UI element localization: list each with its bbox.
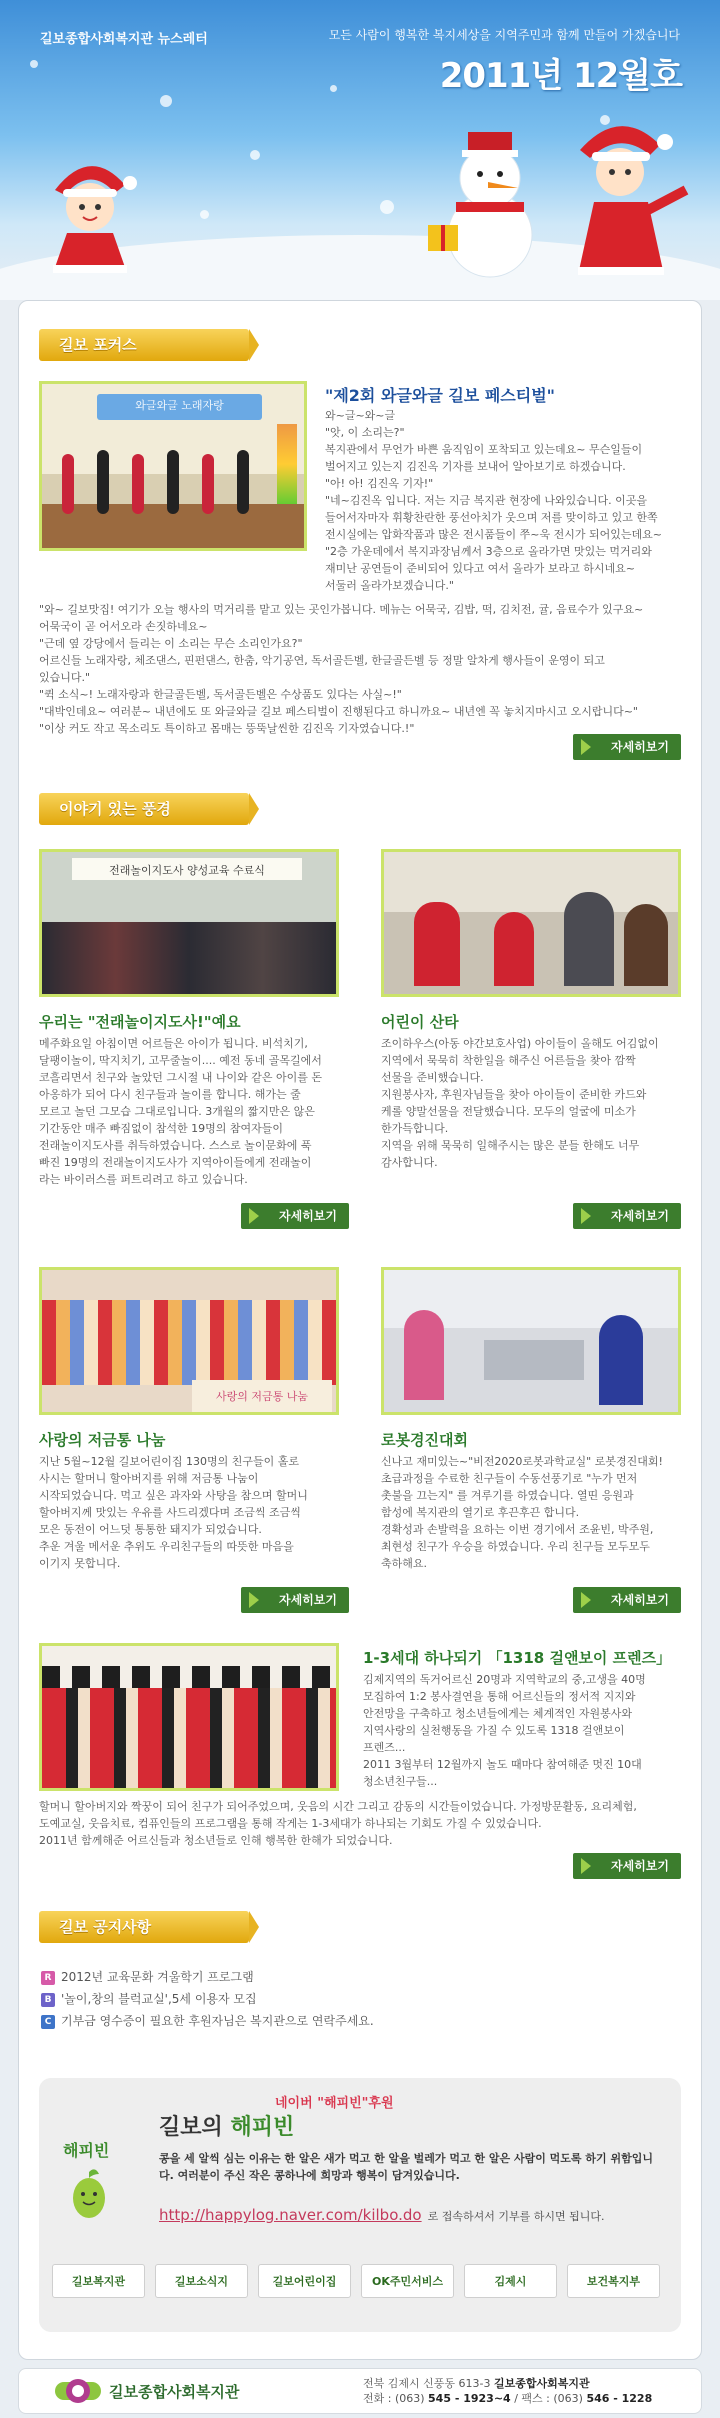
bean-mascot-icon bbox=[69, 2168, 109, 2220]
story-more-button-3[interactable]: 자세히보기 bbox=[241, 1587, 349, 1613]
story-photo-2[interactable] bbox=[381, 849, 681, 997]
story-photo-3[interactable] bbox=[39, 1267, 339, 1415]
notice-item[interactable]: C 기부금 영수증이 필요한 후원자님은 복지관으로 연락주세요. bbox=[41, 2012, 374, 2030]
notice-badge-icon: B bbox=[41, 1993, 55, 2007]
header-banner bbox=[0, 0, 720, 300]
santa-illustration bbox=[540, 110, 690, 285]
org-logo-icon bbox=[55, 2376, 101, 2406]
happybean-box bbox=[39, 2078, 681, 2332]
story-photo-1-caption: 전래놀이지도사 양성교육 수료식 bbox=[109, 864, 265, 877]
happybean-description: 콩을 세 알씩 심는 이유는 한 알은 새가 먹고 한 알을 벌레가 먹고 한 알은 사람이 먹도록 하기 위함입니다. 여러분이 주신 작은 콩하나에 희망과 행복이 담겨있습니다. bbox=[159, 2152, 653, 2182]
story-more-button-1[interactable]: 자세히보기 bbox=[241, 1203, 349, 1229]
story-photo-4[interactable] bbox=[381, 1267, 681, 1415]
snowflake-icon bbox=[160, 95, 172, 107]
story-photo-1[interactable] bbox=[39, 849, 339, 997]
link-button-health-welfare[interactable]: 보건복지부 bbox=[567, 2264, 660, 2298]
link-button-ok-service[interactable]: OK주민서비스 bbox=[361, 2264, 454, 2298]
snowflake-icon bbox=[330, 85, 337, 92]
snowflake-icon bbox=[30, 60, 38, 68]
link-button-gilbo-news[interactable]: 길보소식지 bbox=[155, 2264, 248, 2298]
notice-item[interactable]: R 2012년 교육문화 겨울학기 프로그램 bbox=[41, 1968, 254, 1986]
footer bbox=[18, 2368, 702, 2414]
brand-name: 길보종합사회복지관 뉴스레터 bbox=[40, 32, 208, 47]
focus-photo[interactable] bbox=[39, 381, 307, 551]
santa-girl-illustration bbox=[35, 145, 145, 275]
issue-date: 2011년 12월호 bbox=[439, 56, 682, 96]
story-body-3: 지난 5월~12월 길보어린이집 130명의 친구들이 홀로 사시는 할머니 할아버지를 위해 저금통 나눔이 시작되었습니다. 먹고 싶은 과자와 사탕을 참으며 할머니 할아버지께 맛있는 우유를 사드리겠다며 조금씩 조금씩 모은 동전이 어느덧 통통한 돼지가 되었습니다. 추운 겨울 메서운 추위도 우리친구들의 따뜻한 마음을 이기지 못합니다. bbox=[39, 1455, 308, 1570]
footer-address: 전북 김제시 신풍동 613-3 길보종합사회복지관 전화 : (063) 545 - 1923~4 / 팩스 : (063) 546 - 1228 bbox=[363, 2377, 653, 2405]
focus-more-button[interactable]: 자세히보기 bbox=[573, 734, 681, 760]
happybean-title: 길보의 해피빈 bbox=[159, 2115, 295, 2140]
happybean-logo: 해피빈 bbox=[63, 2141, 110, 2160]
focus-headline[interactable]: "제2회 와글와글 길보 페스티벌" bbox=[325, 386, 555, 405]
story-body-2: 조이하우스(아동 야간보호사업) 아이들이 올해도 어김없이 지역에서 묵묵히 착한일을 해주신 어른들을 찾아 깜짝 선물을 준비했습니다. 지원봉사자, 후원자님들을 찾아 아이들이 준비한 카드와 케롤 양말선물을 전달했습니다. 모두의 얼굴에 미소가 한가득합니다. 지역을 위해 묵묵히 일해주시는 많은 분들 한해도 너무 감사합니다. bbox=[381, 1037, 659, 1169]
notice-badge-icon: R bbox=[41, 1971, 55, 1985]
snowflake-icon bbox=[380, 200, 394, 214]
focus-body-full: "와~ 길보맛집! 여기가 오늘 행사의 먹거리를 맡고 있는 곳인가봅니다. 메뉴는 어묵국, 김밥, 떡, 김치전, 귤, 음료수가 있구요~ 어묵국이 곧 어서오라 손짓하네요~ "근데 옆 강당에서 들리는 이 소리는 무슨 소리인가요?" 어르신들 노래자랑, 체조댄스, 핀펀댄스, 한춤, 악기공연, 독서골든벨, 한글골든벨 등 정말 알차게 행사들이 운영이 되고 있습니다." "퀵 소식~! 노래자랑과 한글골든벨, 독서골든벨은 수상품도 있다는 사실~!" "대박인데요~ 여러분~ 내년에도 또 와글와글 길보 페스티벌이 진행된다고 하니까요~ 내년엔 꼭 놓치지마시고 오시랍니다~" "이상 커도 작고 목소리도 특이하고 몸매는 뜽뚝날씬한 김진옥 기자였습니다.!" bbox=[39, 603, 644, 735]
happybean-url-link[interactable]: http://happylog.naver.com/kilbo.do 로 접속하셔서 기부를 하시면 됩니다. bbox=[159, 2206, 605, 2224]
notice-item[interactable]: B '놀이,창의 블럭교실',5세 이용자 모집 bbox=[41, 1990, 257, 2008]
story-photo-5[interactable] bbox=[39, 1643, 339, 1791]
focus-body-short: 와~글~와~글 "앗, 이 소리는?" 복지관에서 무언가 바쁜 움직임이 포착되고 있는데요~ 무슨일들이 벌어지고 있는지 김진옥 기자를 보내어 알아보기로 하겠습니다. "아! 아! 김진옥 기자!" "네~김진옥 입니다. 저는 지금 복지관 현장에 나와있습니다. 이곳을 들어서자마자 휘황찬란한 풍선아치가 웃으며 저를 맞이하고 있고 한쪽 전시실에는 압화작품과 많은 전시품들이 쭈~욱 전시가 되어있는데요~ "2층 가운데에서 복지과장님께서 3층으로 올라가면 맛있는 먹거리와 재미난 공연들이 준비되어 있다고 여서 올라가 보라고 하시네요~ 서둘러 올라가보겠습니다." bbox=[325, 409, 662, 592]
snowman-illustration bbox=[420, 110, 550, 280]
story-body-4: 신나고 재미있는~"비전2020로봇과학교실" 로봇경진대회! 초급과정을 수료한 친구들이 수동선풍기로 "누가 먼저 촛불을 끄는지" 를 겨루기를 하였습니다. 열띤 응원과 함성에 복지관의 열기로 후끈후끈 합니다. 경확성과 손발력을 요하는 이번 경기에서 조윤빈, 박주원, 최현성 친구가 우승을 하였습니다. 우리 친구들 모두모두 축하해요. bbox=[381, 1455, 663, 1570]
story-title-2[interactable]: 어린이 산타 bbox=[381, 1013, 459, 1031]
story-more-button-5[interactable]: 자세히보기 bbox=[573, 1853, 681, 1879]
story-more-button-4[interactable]: 자세히보기 bbox=[573, 1587, 681, 1613]
story-title-5[interactable]: 1-3세대 하나되기 「1318 걸앤보이 프렌즈」 bbox=[363, 1649, 672, 1667]
link-button-gilbo-daycare[interactable]: 길보어린이집 bbox=[258, 2264, 351, 2298]
section-title-notices: 길보 공지사항 bbox=[39, 1911, 249, 1943]
focus-photo-caption: 와글와글 노래자랑 bbox=[135, 399, 224, 412]
happybean-naver-label: 네이버 "해피빈"후원 bbox=[275, 2096, 394, 2111]
story-body-1: 메주화요일 아침이면 어르들은 아이가 됩니다. 비석치기, 달팽이놀이, 딱지치기, 고무줄놀이.... 예전 동네 골목길에서 코흘리면서 친구와 놀았던 그시절 내 나이와 같은 아이를 돈 아옹하가 되어 다시 친구들과 놀이를 합니다. 해가는 줄 모르고 놀던 그모습 그대로입니다. 3개월의 짧지만은 않은 기간동안 매주 빠짐없이 참석한 19명의 참여자들이 전래놀이지도사를 취득하였습니다. 스스로 놀이문화에 푹 빠진 19명의 전래놀이지도사가 지역아이들에게 전래놀이 라는 바이러스를 퍼트리려고 하고 있습니다. bbox=[39, 1037, 322, 1186]
snowflake-icon bbox=[200, 210, 209, 219]
link-button-gilbo-welfare[interactable]: 길보복지관 bbox=[52, 2264, 145, 2298]
footer-org-name: 길보종합사회복지관 bbox=[109, 2383, 240, 2401]
section-title-stories: 이야기 있는 풍경 bbox=[39, 793, 249, 825]
link-button-gimje-city[interactable]: 김제시 bbox=[464, 2264, 557, 2298]
story-photo-3-caption: 사랑의 저금통 나눔 bbox=[215, 1390, 308, 1403]
snowflake-icon bbox=[250, 150, 260, 160]
story-body-5: 김제지역의 독거어르신 20명과 지역학교의 중,고생을 40명 모집하여 1:2 봉사결연을 통해 어르신들의 정서적 지지와 안전망을 구축하고 청소년들에게는 체계적인 자원봉사와 지역사랑의 실천행동을 가질 수 있도록 1318 걸앤보이 프렌즈... 2011 3월부터 12월까지 놀도 때마다 참여해준 멋진 10대 청소년친구들... bbox=[363, 1673, 646, 1788]
story-title-4[interactable]: 로봇경진대회 bbox=[381, 1431, 468, 1449]
slogan: 모든 사람이 행복한 복지세상을 지역주민과 함께 만들어 가겠습니다 bbox=[328, 28, 680, 42]
content-card bbox=[18, 300, 702, 2360]
story-body-5-full: 할머니 할아버지와 짝꿍이 되어 친구가 되어주었으며, 웃음의 시간 그리고 감동의 시간들이었습니다. 가정방문활동, 요리체험, 도예교실, 웃음치료, 컴퓨인들의 프로그램을 통해 작게는 1-3세대가 하나되는 기회도 가질 수 있었습니다. 2011년 함께해준 어르신들과 청소년들로 인해 행복한 한해가 되었습니다. bbox=[39, 1800, 637, 1847]
section-title-focus: 길보 포커스 bbox=[39, 329, 249, 361]
notice-badge-icon: C bbox=[41, 2015, 55, 2029]
story-title-1[interactable]: 우리는 "전래놀이지도사!"예요 bbox=[39, 1013, 241, 1031]
story-more-button-2[interactable]: 자세히보기 bbox=[573, 1203, 681, 1229]
story-title-3[interactable]: 사랑의 저금통 나눔 bbox=[39, 1431, 166, 1449]
